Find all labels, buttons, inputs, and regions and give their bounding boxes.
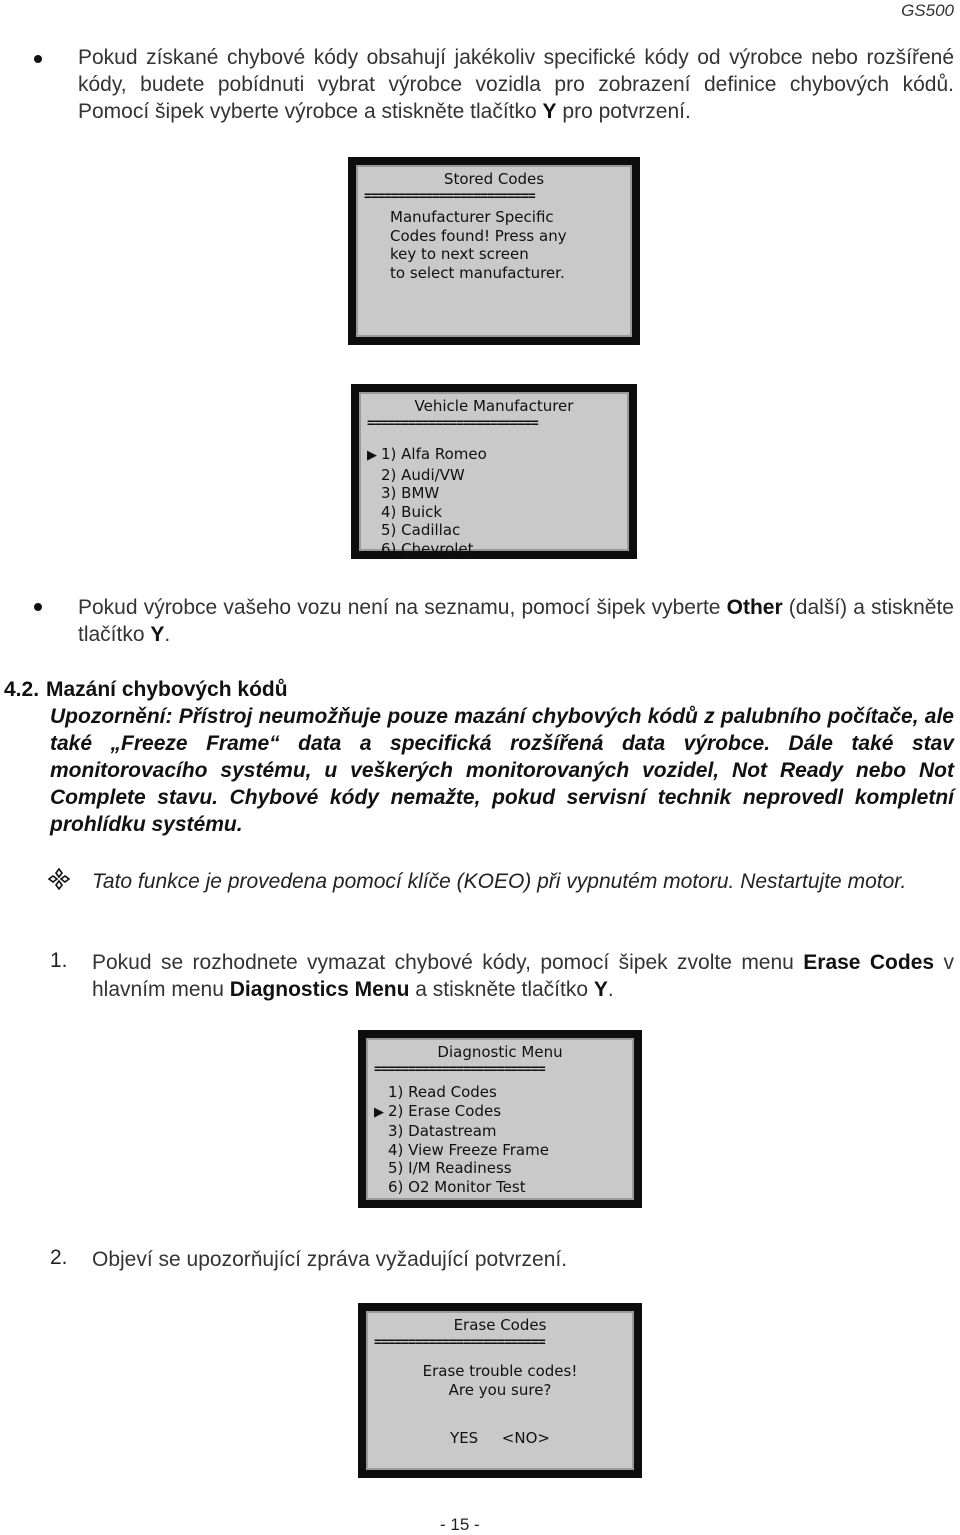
screen-vehicle-manufacturer: [351, 384, 637, 559]
list-item[interactable]: 3) BMW: [381, 484, 440, 502]
screen-diagnostic-menu: [358, 1030, 642, 1208]
lcd-display: [359, 392, 629, 558]
list-item[interactable]: 6) Chevrolet: [381, 539, 474, 558]
section-title: Mazání chybových kódů: [46, 678, 288, 701]
screen-title: Diagnostic Menu: [437, 1043, 563, 1061]
section-number: 4.2.: [4, 678, 40, 701]
lcd-display: [356, 165, 632, 337]
bullet-dot: [34, 55, 42, 63]
selection-arrow-icon: ▶: [367, 448, 377, 463]
yes-option[interactable]: YES: [450, 1429, 479, 1447]
screen-erase-codes: [358, 1303, 642, 1478]
no-option[interactable]: <NO>: [501, 1429, 550, 1447]
manufacturer-list: [361, 431, 627, 558]
confirm-options: [368, 1429, 632, 1447]
screen-separator: =========================: [364, 190, 535, 204]
screen-title: Vehicle Manufacturer: [414, 397, 574, 415]
list-item[interactable]: 5) I/M Readiness: [388, 1159, 512, 1177]
screen-line: Erase trouble codes!: [422, 1362, 578, 1380]
list-item[interactable]: ▶ 1) Alfa Romeo: [367, 445, 627, 466]
bullet-1-key: Y: [542, 100, 557, 123]
bullet-1-text: Pokud získané chybové kódy obsahují jakékoliv specifické kódy od výrobce nebo rozšířené kódy, budete pobídnuti vybrat výrobce vozidla pro zobrazení definice chybových kódů. Pomocí šipek vyberte výrobce a stiskněte tlačítko: [78, 46, 954, 123]
screen-separator: =========================: [374, 1336, 545, 1350]
screen-separator: =========================: [367, 417, 538, 431]
list-item[interactable]: 2) Audi/VW: [381, 465, 465, 484]
selection-arrow-icon: ▶: [374, 1104, 384, 1120]
screen-line: Are you sure?: [448, 1380, 552, 1399]
screen-title: Erase Codes: [453, 1316, 547, 1334]
bullet-paragraph-1: [78, 44, 954, 125]
lcd-display: [366, 1311, 634, 1470]
step-number: 1.: [50, 949, 68, 972]
screen-stored-codes: [348, 157, 640, 345]
step-1-text: Pokud se rozhodnete vymazat chybové kódy, pomocí šipek zvolte menu Erase Codes v hlavním menu Diagnostics Menu a stiskněte tlačítko Y.: [92, 951, 954, 1001]
step-number: 2.: [50, 1246, 68, 1269]
screen-line: Codes found! Press any: [390, 226, 567, 245]
document-id: GS500: [901, 1, 954, 20]
screen-message: [358, 204, 630, 282]
page-number: - 15 -: [440, 1515, 480, 1534]
list-item[interactable]: 4) Buick: [381, 502, 443, 521]
list-item[interactable]: 6) O2 Monitor Test: [388, 1177, 526, 1196]
screen-separator: =========================: [374, 1063, 545, 1077]
list-item[interactable]: 5) Cadillac: [381, 521, 461, 539]
bullet-dot: [34, 603, 42, 611]
confirm-message: [368, 1350, 632, 1399]
screen-line: key to next screen: [390, 245, 529, 263]
diamond-bullet-icon: [48, 868, 70, 890]
screen-title: Stored Codes: [443, 170, 545, 188]
bullet-1-text-end: pro potvrzení.: [556, 100, 691, 123]
bullet-paragraph-2: Pokud výrobce vašeho vozu není na seznamu, pomocí šipek vyberte Other (další) a stiskněte tlačítko Y.: [78, 596, 954, 646]
screen-line: Manufacturer Specific: [390, 208, 554, 226]
list-item[interactable]: ▶ 2) Erase Codes: [374, 1102, 632, 1123]
list-item[interactable]: 1) Read Codes: [388, 1083, 497, 1101]
warning-paragraph: Upozornění: Přístroj neumožňuje pouze mazání chybových kódů z palubního počítače, ale také „Freeze Frame“ data a specifická rozšířená data výrobce. Dále také stav monitorovacího systému, u veškerých monitorovaných vozidel, Not Ready nebo Not Complete stavu. Chybové kódy nemažte, pokud servisní technik neprovedl kompletní prohlídku systému.: [50, 705, 954, 836]
list-item[interactable]: 3) Datastream: [388, 1122, 497, 1140]
lcd-display: [366, 1038, 634, 1200]
step-2-text: Objeví se upozorňující zpráva vyžadující potvrzení.: [92, 1248, 568, 1271]
diagnostic-menu-list: [368, 1077, 632, 1196]
screen-line: to select manufacturer.: [390, 263, 565, 282]
list-item[interactable]: 4) View Freeze Frame: [388, 1140, 549, 1159]
note-paragraph: Tato funkce je provedena pomocí klíče (KOEO) při vypnutém motoru. Nestartujte motor.: [92, 870, 907, 893]
